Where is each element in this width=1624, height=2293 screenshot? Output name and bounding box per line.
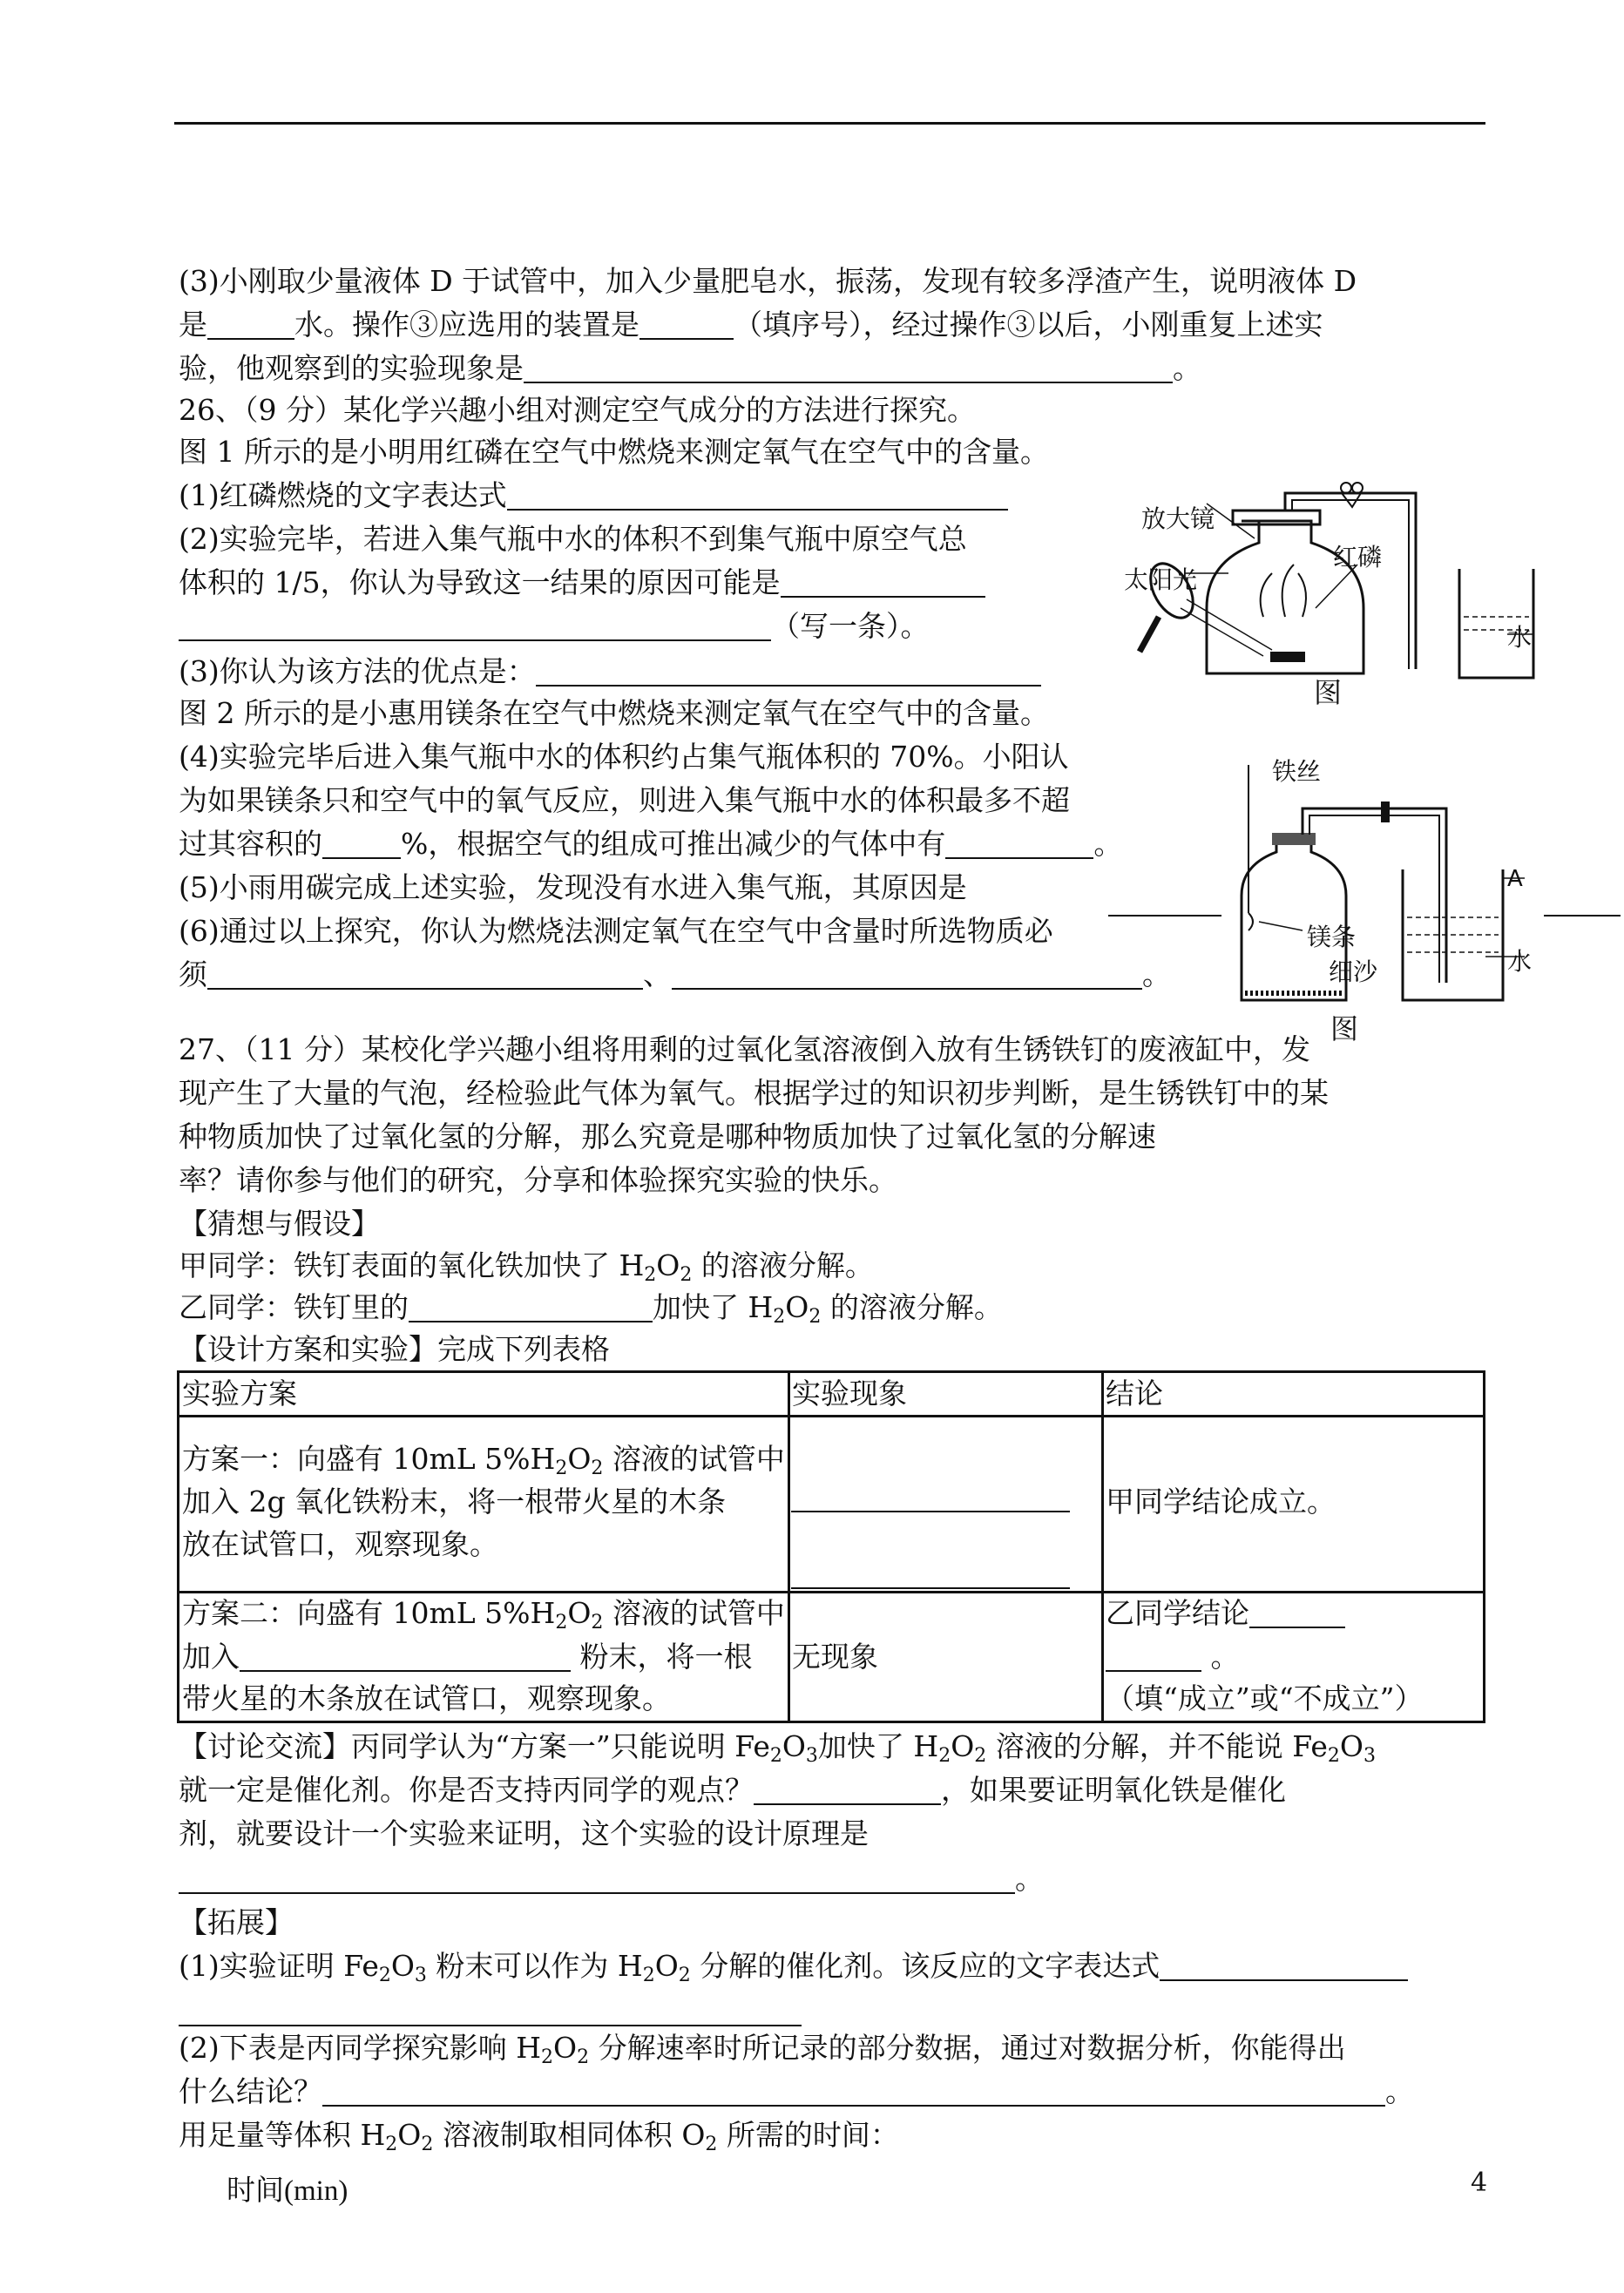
q26-fig2-intro: 图 2 所示的是小惠用镁条在空气中燃烧来测定氧气在空气中的含量。 (179, 696, 1049, 730)
fig1-caption: 图 (1314, 676, 1343, 709)
fig2-label-water: 水 (1507, 947, 1533, 976)
q26-s4b: 为如果镁条只和空气中的氧气反应，则进入集气瓶中水的体积最多不超 (179, 783, 1070, 817)
q26-s2c: （写一条）。 (179, 606, 930, 646)
figure-2-magnesium-apparatus (1224, 747, 1616, 1044)
q27-heading-hypothesis: 【猜想与假设】 (179, 1207, 380, 1241)
table-r2-plan-line2: 加入 粉末，将一根 (182, 1640, 753, 1674)
q26-s3: (3)你认为该方法的优点是： (179, 652, 1041, 692)
table-r2-plan-line3: 带火星的木条放在试管口，观察现象。 (182, 1681, 671, 1715)
fig1-label-magnifier: 放大镜 (1141, 504, 1215, 533)
q27-line4: 率？请你参与他们的研究，分享和体验探究实验的快乐。 (179, 1163, 897, 1197)
fig1-label-water: 水 (1507, 623, 1533, 652)
answer-blank[interactable] (179, 613, 771, 641)
figure-1-red-phosphorus-apparatus (1124, 477, 1542, 713)
fig2-caption: 图 (1330, 1012, 1359, 1045)
q27-jia: 甲同学：铁钉表面的氧化铁加快了 $H_2O_2$ 的溶液分解。 (179, 1248, 874, 1286)
table-r2-conclusion-line2: 。 (1106, 1636, 1240, 1678)
answer-blank[interactable] (672, 962, 1142, 990)
q27-discussion-line1: 【讨论交流】丙同学认为“方案一”只能说明 $Fe_2O_3$加快了 $H_2O_2$ 溶液的分解，并不能说 $Fe_2O_3$ (179, 1729, 1376, 1767)
q26-s6a: (6)通过以上探究，你认为燃烧法测定氧气在空气中含量时所选物质必 (179, 914, 1053, 948)
answer-blank[interactable] (1106, 1644, 1201, 1672)
experiment-table (177, 1370, 1485, 1723)
answer-blank[interactable] (409, 1295, 653, 1322)
fig2-label-iron-wire: 铁丝 (1272, 757, 1322, 786)
q27-ext1: (1)实验证明 $Fe_2O_3$ 粉末可以作为 $H_2O_2$ 分解的催化剂。该反应的文字表达式 (179, 1946, 1408, 1996)
q26-fig1-intro: 图 1 所示的是小明用红磷在空气中燃烧来测定氧气在空气中的含量。 (179, 435, 1049, 469)
page-number: 4 (1471, 2168, 1488, 2198)
fig1-label-sunlight: 太阳光 (1124, 565, 1198, 594)
q26-title: 26、（9 分）某化学兴趣小组对测定空气成分的方法进行探究。 (179, 393, 976, 427)
q26-s1: (1)红磷燃烧的文字表达式 (179, 476, 1008, 516)
table-header-conclusion: 结论 (1106, 1376, 1163, 1410)
q26-s2b: 体积的 1/5，你认为导致这一结果的原因可能是 (179, 563, 985, 603)
table-r1-plan-line3: 放在试管口，观察现象。 (182, 1527, 498, 1561)
q26-s2a: (2)实验完毕，若进入集气瓶中水的体积不到集气瓶中原空气总 (179, 522, 967, 556)
answer-blank[interactable] (507, 483, 1008, 511)
answer-blank[interactable] (945, 831, 1093, 859)
fig2-label-a: A (1507, 866, 1523, 892)
answer-blank[interactable] (1108, 889, 1221, 917)
answer-blank[interactable] (322, 2079, 1385, 2107)
time-label: 时间(min) (227, 2175, 348, 2207)
q25-part3-line3: 验，他观察到的实验现象是 。 (179, 351, 1201, 385)
table-r2-phenomenon: 无现象 (792, 1640, 878, 1674)
answer-blank[interactable] (754, 1777, 941, 1805)
q27-discussion-line4: 。 (179, 1859, 1044, 1899)
q27-line1: 27、（11 分）某校化学兴趣小组将用剩的过氧化氢溶液倒入放有生锈铁钉的废液缸中，发 (179, 1032, 1310, 1066)
answer-blank[interactable] (322, 831, 401, 859)
table-r1-plan-line1: 方案一：向盛有 10mL $5\%H_2O_2$ 溶液的试管中 (182, 1442, 785, 1479)
q26-s5: (5)小雨用碳完成上述实验，发现没有水进入集气瓶，其原因是 (179, 870, 967, 904)
answer-blank[interactable] (240, 1644, 571, 1672)
answer-blank[interactable] (536, 659, 1041, 687)
q26-s4a: (4)实验完毕后进入集气瓶中水的体积约占集气瓶体积的 70%。小阳认 (179, 740, 1069, 774)
q27-line2: 现产生了大量的气泡，经检验此气体为氧气。根据学过的知识初步判断，是生锈铁钉中的某 (179, 1076, 1329, 1110)
answer-blank[interactable] (207, 962, 643, 990)
q27-use-line: 用足量等体积 $H_2O_2$ 溶液制取相同体积 $O_2$ 所需的时间： (179, 2118, 899, 2155)
answer-blank[interactable] (179, 1866, 1015, 1894)
table-r2-conclusion-line1: 乙同学结论 (1106, 1593, 1345, 1634)
answer-blank[interactable] (524, 355, 1173, 383)
q26-s6b: 须 、 。 (179, 957, 1171, 991)
table-r1-phenomenon-blank[interactable] (791, 1561, 1070, 1589)
q27-ext2-line2: 什么结论？ 。 (179, 2074, 1414, 2108)
answer-blank[interactable] (179, 1999, 802, 2026)
header-rule (174, 122, 1485, 125)
q27-heading-extension: 【拓展】 (179, 1905, 294, 1939)
table-r1-conclusion: 甲同学结论成立。 (1106, 1485, 1336, 1519)
table-r2-plan-line1: 方案二：向盛有 10mL $5\%H_2O_2$ 溶液的试管中 (182, 1596, 785, 1634)
fig2-label-magnesium: 镁条 (1307, 923, 1357, 951)
table-r1-phenomenon-blank[interactable] (791, 1485, 1070, 1512)
answer-blank[interactable] (1249, 1600, 1345, 1628)
q25-part3-line1: (3)小刚取少量液体 D 于试管中，加入少量肥皂水，振荡，发现有较多浮渣产生，说明液体 D (179, 264, 1357, 298)
q27-line3: 种物质加快了过氧化氢的分解，那么究竟是哪种物质加快了过氧化氢的分解速 (179, 1119, 1156, 1153)
q25-part3-line2: 是 水。操作③应选用的装置是 （填序号），经过操作③以后，小刚重复上述实 (179, 308, 1323, 342)
q27-ext2-line1: (2)下表是丙同学探究影响 $H_2O_2$ 分解速率时所记录的部分数据，通过对数据分析，你能得出 (179, 2031, 1346, 2068)
q27-discussion-line3: 剂，就要设计一个实验来证明，这个实验的设计原理是 (179, 1816, 869, 1850)
q26-s4c: 过其容积的 %，根据空气的组成可推出减少的气体中有 。 (179, 827, 1123, 861)
table-header-phenomenon: 实验现象 (792, 1376, 907, 1410)
answer-blank[interactable] (781, 570, 985, 598)
q27-heading-design: 【设计方案和实验】完成下列表格 (179, 1332, 610, 1366)
q27-discussion-line2: 就一定是催化剂。你是否支持丙同学的观点？ ，如果要证明氧化铁是催化 (179, 1773, 1286, 1807)
answer-blank[interactable] (207, 312, 294, 340)
answer-blank[interactable] (639, 312, 734, 340)
answer-blank[interactable] (1160, 1953, 1408, 1981)
fig1-label-red-phosphorus: 红磷 (1333, 543, 1383, 572)
table-r2-conclusion-line3: （填“成立”或“不成立”） (1106, 1681, 1424, 1715)
table-header-plan: 实验方案 (182, 1376, 297, 1410)
fig2-label-sand: 细沙 (1329, 957, 1378, 986)
table-r1-plan-line2: 加入 2g 氧化铁粉末，将一根带火星的木条 (182, 1485, 727, 1519)
q27-yi: 乙同学：铁钉里的 加快了 $H_2O_2$ 的溶液分解。 (179, 1290, 1003, 1328)
